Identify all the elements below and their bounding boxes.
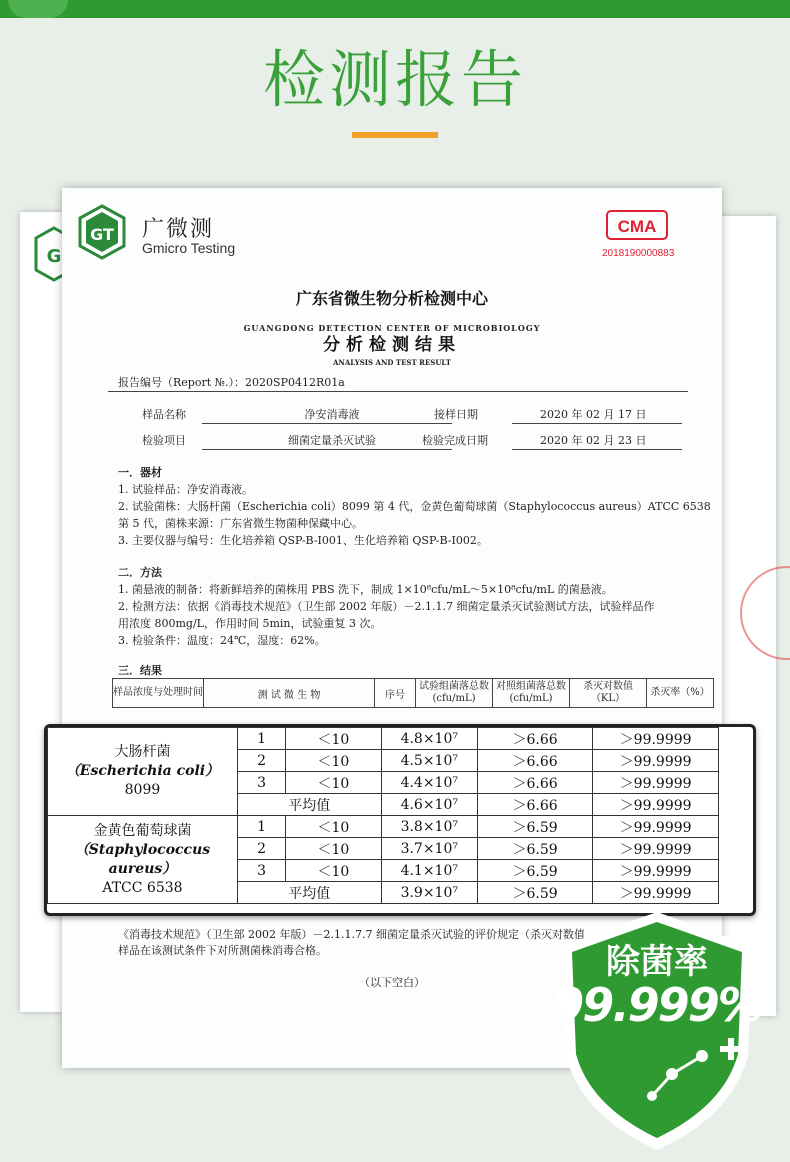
col-control-count: 对照组菌落总数(cfu/mL)	[493, 679, 570, 708]
test-item-label: 检验项目	[142, 434, 186, 447]
finish-date-value: 2020 年 02 月 23 日	[540, 434, 647, 447]
row-control: 3.7×10⁷	[381, 838, 477, 860]
organism-1-cn: 大肠杆菌	[114, 744, 171, 760]
top-bar	[0, 0, 790, 18]
row-rate: ＞99.9999	[593, 750, 719, 772]
row-index: 3	[237, 860, 285, 882]
doc-title-en: ANALYSIS AND TEST RESULT	[332, 358, 451, 367]
row-control: 4.1×10⁷	[381, 860, 477, 882]
materials-line-4: 3. 主要仪器与编号：生化培养箱 QSP-B-I001、生化培养箱 QSP-B-I002。	[118, 534, 488, 547]
finish-date-line	[512, 449, 682, 450]
red-seal-partial	[740, 566, 790, 660]
average-kl: ＞6.59	[477, 882, 592, 904]
row-control: 4.4×10⁷	[381, 772, 477, 794]
materials-line-3: 第 5 代，菌株来源：广东省微生物菌种保藏中心。	[118, 517, 363, 530]
average-label: 平均值	[237, 794, 381, 816]
methods-line-4: 3. 检验条件：温度：24℃，湿度：62%。	[118, 634, 326, 647]
organism-2-cn: 金黄色葡萄球菌	[93, 822, 192, 839]
row-rate: ＞99.9999	[593, 816, 719, 838]
results-table-header	[112, 678, 714, 708]
receive-date-label: 接样日期	[434, 408, 478, 421]
top-swoosh	[8, 0, 68, 18]
materials-line-2: 2. 试验菌株：大肠杆菌（Escherichia coli）8099 第 4 代，金黄色葡萄球菌（Staphylococcus aureus）ATCC 6538	[118, 500, 711, 513]
row-control: 4.5×10⁷	[381, 750, 477, 772]
col-concentration: 样品浓度与处理时间	[113, 679, 204, 708]
row-kl: ＞6.59	[477, 860, 592, 882]
badge-title: 除菌率	[606, 942, 708, 982]
page-title: 检测报告	[262, 43, 527, 116]
row-control: 3.8×10⁷	[381, 816, 477, 838]
logo-name-en: Gmicro Testing	[142, 240, 236, 256]
conclusion-line-3: 样品在该测试条件下对所测菌株消毒合格。	[118, 944, 327, 957]
badge-rate: 99.999%	[552, 978, 762, 1032]
finish-date-label: 检验完成日期	[422, 434, 488, 447]
blank-below: （以下空白）	[359, 976, 425, 989]
sterilization-badge	[552, 906, 762, 1156]
average-rate: ＞99.9999	[593, 882, 719, 904]
section-materials	[118, 464, 711, 549]
col-index: 序号	[375, 679, 416, 708]
row-control: 4.8×10⁷	[381, 728, 477, 750]
organism-1-latin: （Escherichia coli）	[65, 763, 220, 779]
zoomed-results-table	[47, 727, 719, 904]
section-materials-heading: 一．器材	[118, 466, 162, 479]
row-kl: ＞6.66	[477, 750, 592, 772]
methods-line-1: 1. 菌悬液的制备：将新鲜培养的菌株用 PBS 洗下，制成 1×10⁸cfu/mL～5×10⁸cfu/mL 的菌悬液。	[118, 583, 613, 596]
materials-line-1: 1. 试验样品：净安消毒液。	[118, 483, 253, 496]
row-index: 3	[237, 772, 285, 794]
sample-name-line	[202, 423, 452, 424]
doc-title-cn: 分析检测结果	[323, 335, 461, 355]
row-rate: ＞99.9999	[593, 838, 719, 860]
section-methods	[118, 564, 654, 649]
average-control: 4.6×10⁷	[381, 794, 477, 816]
row-test: ＜10	[286, 728, 381, 750]
row-rate: ＞99.9999	[593, 728, 719, 750]
row-test: ＜10	[286, 816, 381, 838]
row-index: 1	[237, 728, 285, 750]
row-rate: ＞99.9999	[593, 772, 719, 794]
receive-date-value: 2020 年 02 月 17 日	[540, 408, 647, 421]
cma-mark-icon	[606, 210, 668, 240]
section-methods-heading: 二．方法	[118, 566, 162, 579]
row-rate: ＞99.9999	[593, 860, 719, 882]
organism-2-strain: ATCC 6538	[102, 879, 183, 896]
organism-2-cell	[48, 816, 238, 904]
logo-mark: GT	[90, 225, 114, 244]
header-rule	[108, 391, 688, 392]
row-test: ＜10	[286, 772, 381, 794]
row-index: 1	[237, 816, 285, 838]
methods-line-3: 用浓度 800mg/L，作用时间 5min，试验重复 3 次。	[118, 617, 382, 630]
sample-name-label: 样品名称	[142, 408, 186, 421]
test-item-value: 细菌定量杀灭试验	[288, 434, 376, 447]
title-underline	[352, 132, 438, 138]
conclusion-line-2: 《消毒技术规范》（卫生部 2002 年版）－2.1.1.7.7 细菌定量杀灭试验的评价规定（杀灭对数值	[118, 928, 585, 941]
row-kl: ＞6.59	[477, 838, 592, 860]
gmicro-logo-icon	[78, 204, 126, 260]
row-test: ＜10	[286, 860, 381, 882]
average-rate: ＞99.9999	[593, 794, 719, 816]
average-kl: ＞6.66	[477, 794, 592, 816]
organism-2-latin: （Staphylococcus aureus）	[74, 841, 211, 877]
col-microbe: 测 试 微 生 物	[204, 679, 375, 708]
org-name-en: GUANGDONG DETECTION CENTER OF MICROBIOLOGY	[243, 323, 541, 333]
row-kl: ＞6.66	[477, 728, 592, 750]
average-control: 3.9×10⁷	[381, 882, 477, 904]
section-results-heading: 三．结果	[118, 664, 162, 677]
row-test: ＜10	[286, 750, 381, 772]
organism-1-strain: 8099	[124, 782, 161, 798]
sample-name-value: 净安消毒液	[304, 408, 360, 421]
organism-1-cell	[48, 728, 238, 816]
row-test: ＜10	[286, 838, 381, 860]
average-label: 平均值	[237, 882, 381, 904]
row-index: 2	[237, 838, 285, 860]
row-kl: ＞6.66	[477, 772, 592, 794]
org-name-cn: 广东省微生物分析检测中心	[295, 289, 488, 308]
methods-line-2: 2. 检测方法：依据《消毒技术规范》（卫生部 2002 年版）－2.1.1.7 细菌定量杀灭试验测试方法，试验样品作	[118, 600, 655, 613]
col-test-count: 试验组菌落总数(cfu/mL)	[416, 679, 493, 708]
zoomed-results-panel	[44, 724, 756, 916]
cma-label: CMA	[617, 217, 657, 236]
col-kl: 杀灭对数值（KL）	[570, 679, 647, 708]
report-number: 报告编号（Report №.）：2020SP0412R01a	[118, 376, 345, 389]
row-index: 2	[237, 750, 285, 772]
cma-number: 2018190000883	[602, 248, 675, 259]
col-rate: 杀灭率（%）	[647, 679, 714, 708]
receive-date-line	[512, 423, 682, 424]
row-kl: ＞6.59	[477, 816, 592, 838]
section-results	[118, 662, 162, 679]
test-item-line	[202, 449, 452, 450]
logo-name-cn: 广微测	[142, 217, 215, 242]
svg-text:G: G	[46, 246, 62, 267]
